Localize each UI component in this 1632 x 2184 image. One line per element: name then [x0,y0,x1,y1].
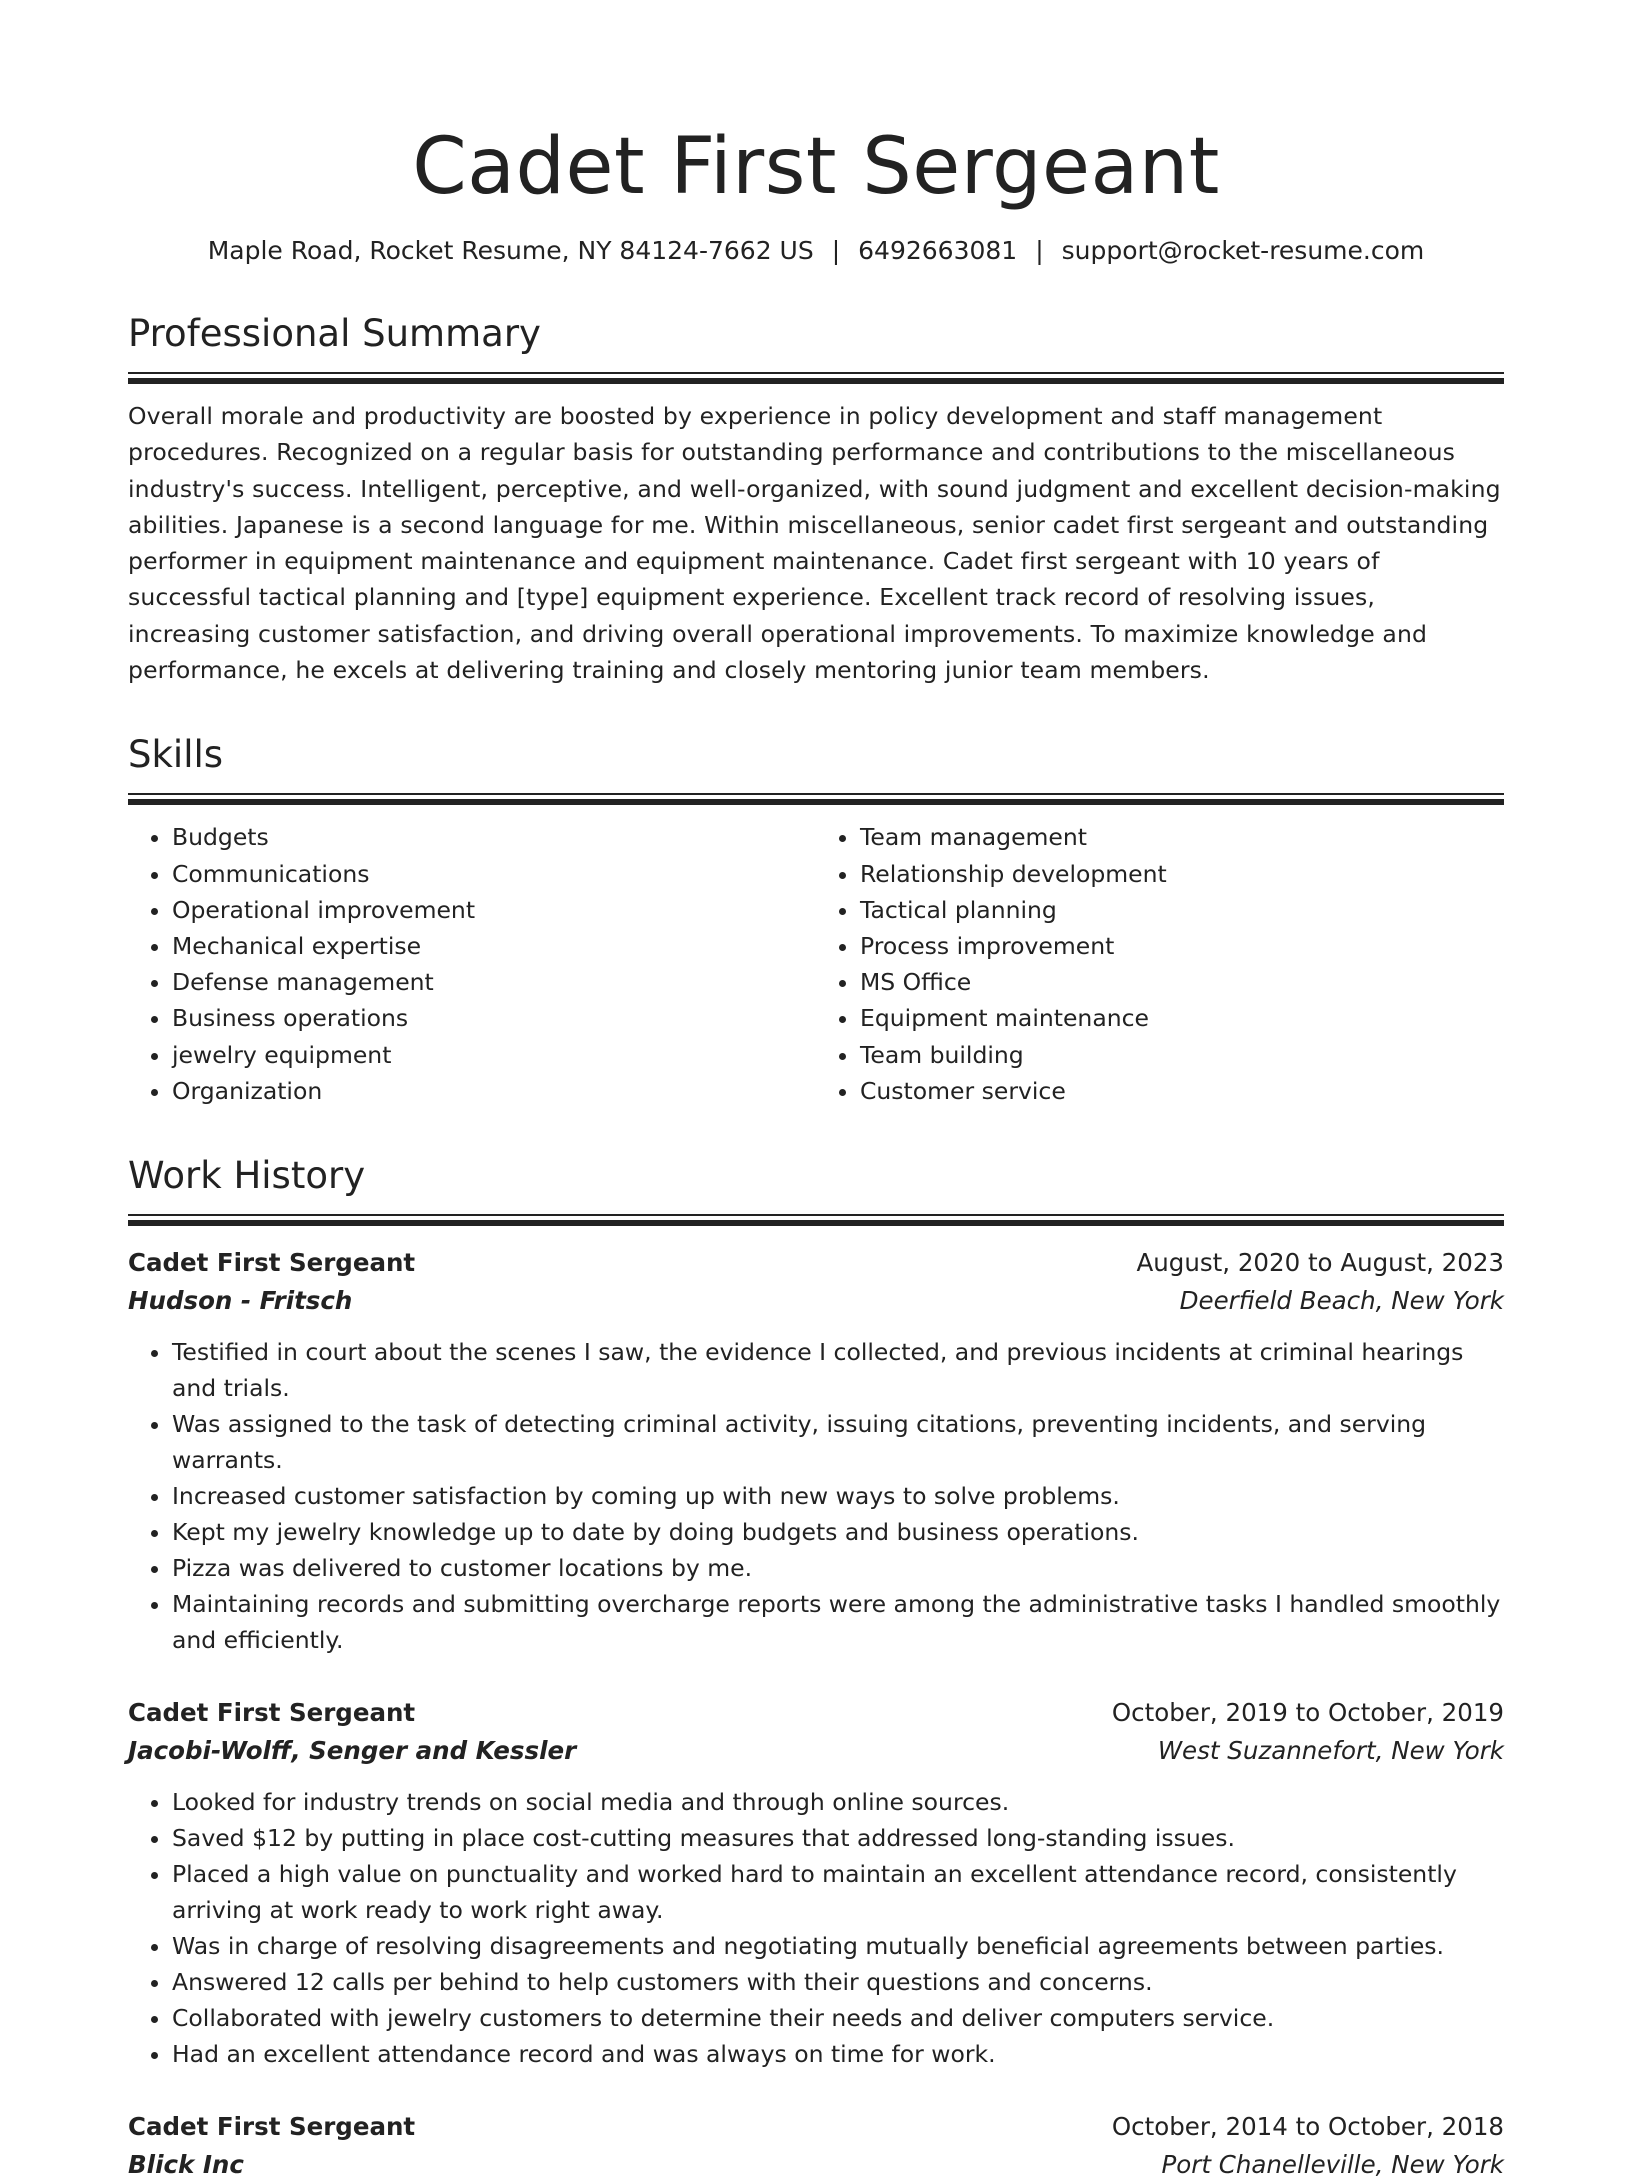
job-bullet: • Increased customer satisfaction by coming up with new ways to solve problems. [172,1478,1504,1514]
job-company: Blick Inc [128,2150,244,2179]
job-bullet: • Pizza was delivered to customer locations by me. [172,1550,1504,1586]
skill-item: • Defense management [172,964,816,1000]
contact-phone: 6492663081 [858,236,1018,265]
job-bullet: • Answered 12 calls per behind to help customers with their questions and concerns. [172,1964,1504,2000]
skills-column-left [128,819,816,1109]
job-bullet: • Collaborated with jewelry customers to determine their needs and deliver computers service. [172,2000,1504,2036]
job-bullets [128,1334,1504,1658]
job-dates: October, 2014 to October, 2018 [1111,2112,1504,2141]
section-divider [128,793,1504,805]
skills-list [128,819,1504,1109]
skill-item: • Equipment maintenance [860,1000,1504,1036]
skill-item: • Budgets [172,819,816,855]
skill-item: • Communications [172,856,816,892]
job-entry [128,1694,1504,2072]
job-dates: October, 2019 to October, 2019 [1111,1698,1504,1727]
section-title-skills: Skills [128,733,224,777]
job-company: Hudson - Fritsch [128,1286,353,1315]
section-divider [128,1214,1504,1226]
job-location: Port Chanelleville, New York [1161,2150,1504,2179]
skill-item: • jewelry equipment [172,1037,816,1073]
job-title: Cadet First Sergeant [128,2112,416,2141]
job-bullet: • Had an excellent attendance record and was always on time for work. [172,2036,1504,2072]
skill-item: • Team management [860,819,1504,855]
job-location: Deerfield Beach, New York [1179,1286,1504,1315]
skill-item: • Business operations [172,1000,816,1036]
job-dates: August, 2020 to August, 2023 [1136,1248,1504,1277]
contact-line [128,236,1504,265]
skill-item: • Mechanical expertise [172,928,816,964]
job-company: Jacobi-Wolff, Senger and Kessler [128,1736,577,1765]
summary-text: Overall morale and productivity are boosted by experience in policy development and staff management procedures. Recognized on a regular basis for outstanding performance and contributions to the miscellaneous industry's success. Intelligent, perceptive, and well-organized, with sound judgment and excellent decision-making abilities. Japanese is a second language for me. Within miscellaneous, senior cadet first sergeant and outstanding performer in equipment maintenance and equipment maintenance. Cadet first sergeant with 10 years of successful tactical planning and [type] equipment experience. Excellent track record of resolving issues, increasing customer satisfaction, and driving overall operational improvements. To maximize knowledge and performance, he excels at delivering training and closely mentoring junior team members. [128,402,1501,685]
skills-column-right [816,819,1504,1109]
job-bullet: • Looked for industry trends on social media and through online sources. [172,1784,1504,1820]
contact-separator: | [831,236,841,265]
skill-item: • Organization [172,1073,816,1109]
skill-item: • Customer service [860,1073,1504,1109]
candidate-name: Cadet First Sergeant [412,122,1220,212]
job-entry [128,1244,1504,1658]
section-title-summary: Professional Summary [128,312,541,355]
job-entry [128,2108,1504,2184]
job-bullet: • Testified in court about the scenes I saw, the evidence I collected, and previous incidents at criminal hearings and trials. [172,1334,1504,1406]
job-bullet: • Saved $12 by putting in place cost-cutting measures that addressed long-standing issues. [172,1820,1504,1856]
contact-email: support@rocket-resume.com [1061,236,1425,265]
job-bullet: • Placed a high value on punctuality and worked hard to maintain an excellent attendance record, consistently arriving at work ready to work right away. [172,1856,1504,1928]
section-title-work-history: Work History [128,1154,366,1197]
skill-item: • Operational improvement [172,892,816,928]
job-bullet: • Kept my jewelry knowledge up to date by doing budgets and business operations. [172,1514,1504,1550]
job-bullet: • Maintaining records and submitting overcharge reports were among the administrative tasks I handled smoothly and efficiently. [172,1586,1504,1658]
section-divider [128,372,1504,384]
contact-separator: | [1035,236,1044,265]
contact-address: Maple Road, Rocket Resume, NY 84124-7662 US [207,236,814,265]
job-title: Cadet First Sergeant [128,1248,416,1277]
skill-item: • Tactical planning [860,892,1504,928]
job-bullet: • Was assigned to the task of detecting criminal activity, issuing citations, preventing incidents, and serving warrants. [172,1406,1504,1478]
skill-item: • Relationship development [860,856,1504,892]
skill-item: • MS Office [860,964,1504,1000]
job-bullet: • Was in charge of resolving disagreements and negotiating mutually beneficial agreements between parties. [172,1928,1504,1964]
job-title: Cadet First Sergeant [128,1698,416,1727]
skill-item: • Team building [860,1037,1504,1073]
skill-item: • Process improvement [860,928,1504,964]
job-bullets [128,1784,1504,2072]
job-location: West Suzannefort, New York [1157,1736,1504,1765]
